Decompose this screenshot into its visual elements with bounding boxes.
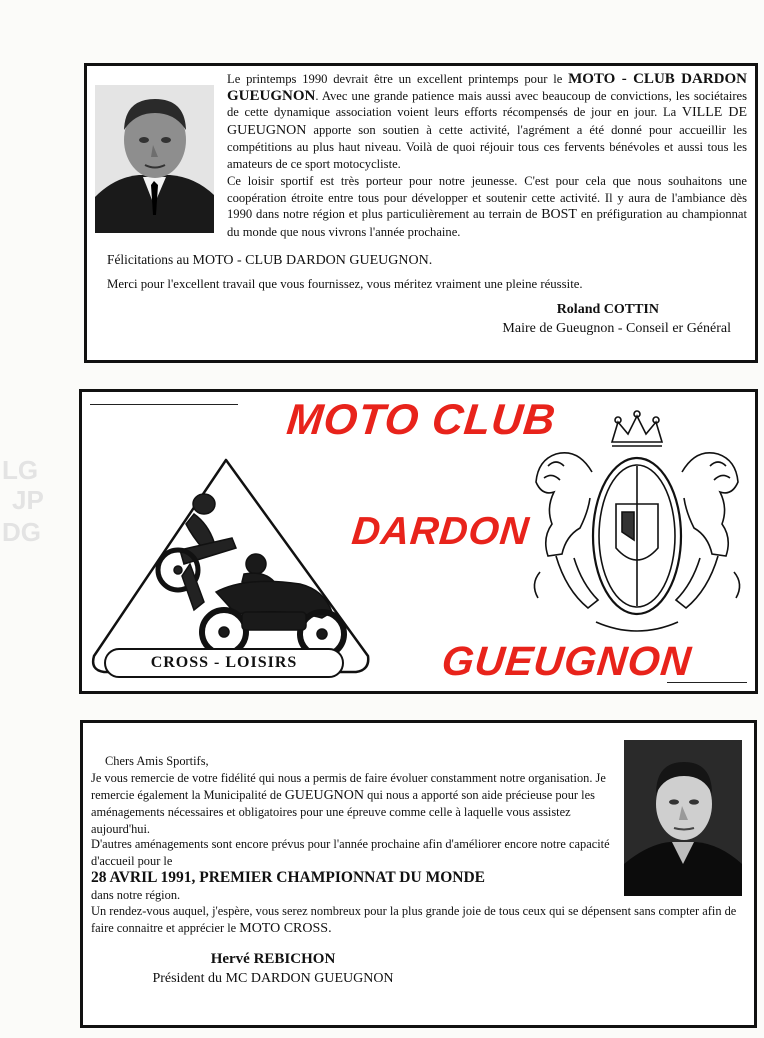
president-portrait-image (624, 740, 742, 896)
president-paragraph-2: D'autres aménagements sont encore prévus pour l'année prochaine afin d'améliorer encore notre capacité d'accueil pour le (91, 837, 610, 868)
cross-loisirs-badge (104, 648, 344, 678)
president-p1-text-b: qui nous a apporté son aide précieuse pour les aménagements nécessaires et obligatoires pour une épreuve comme celle à laquelle vous assistez aujourd'hui. (91, 787, 595, 836)
president-p3-text-a: Un rendez-vous auquel, j'espère, vous serez nombreux pour la plus grande joie de tous ceux qui se dépensent sans compter afin de faire connaitre et apprécier le (91, 904, 737, 935)
logo-top-rule (90, 404, 238, 405)
logo-title-moto-club: MOTO CLUB (284, 396, 559, 444)
watermark-text-2: JP (12, 485, 44, 515)
mayor-signature (331, 302, 731, 337)
mayor-paragraph-1 (227, 71, 747, 173)
mayor-message-box (84, 63, 758, 363)
president-moto-cross: MOTO CROSS. (239, 920, 332, 936)
logo-bottom-rule (667, 682, 747, 683)
mayor-paragraph-2 (227, 173, 747, 240)
president-signer-title: Président du MC DARDON GUEUGNON (152, 971, 394, 986)
mayor-thanks-text: Merci pour l'excellent travail que vous fournissez, vous méritez vraiment une pleine réussite. (107, 277, 583, 291)
mayor-felic-text: Félicitations au (107, 252, 193, 267)
watermark-text-3: DG (2, 517, 41, 547)
mayor-bost-name: BOST (541, 207, 577, 223)
mayor-thanks (107, 276, 747, 293)
president-greeting: Chers Amis Sportifs, (105, 754, 209, 768)
president-signer-name: Hervé REBICHON (210, 951, 336, 967)
mayor-felic-club: MOTO - CLUB DARDON GUEUGNON. (192, 253, 433, 268)
mayor-p1-text-c: apporte son soutien à cette activité, l'agrément a été donné pour accueillir les compétitions au plus haut niveau. Voilà de quoi réjouir tous ces fervents bénévoles et aussi tous les amateurs de ce sport motocycliste. (227, 122, 747, 171)
mayor-p2-text-a: Ce loisir sportif est très porteur pour notre jeunesse. C'est pour cela que nous souhaitons une coopération étroite entre tous pour développer et soutenir cette activité. Il y aura de l'ambiance dès 1990 dans notre région et plus particulièrement au terrain de (227, 174, 747, 222)
mayor-p1-text-a: Le printemps 1990 devrait être un excellent printemps pour le (227, 72, 569, 86)
president-paragraph-1 (91, 770, 616, 837)
mayor-congratulations (107, 252, 747, 270)
president-paragraph-3 (91, 903, 751, 937)
president-region: dans notre région. (91, 888, 181, 902)
president-message-box (80, 720, 757, 1028)
president-signature (113, 951, 433, 987)
logo-title-gueugnon: GUEUGNON (439, 638, 694, 684)
club-logo-box (79, 389, 758, 694)
logo-title-dardon: DARDON (349, 510, 532, 553)
mayor-club-name: MOTO - CLUB DARDON GUEUGNON (227, 71, 747, 104)
president-portrait-photo (624, 740, 742, 896)
mayor-city-name: VILLE DE GUEUGNON (227, 105, 747, 138)
president-city-name: GUEUGNON (284, 787, 365, 803)
president-date-line: 28 AVRIL 1991, PREMIER CHAMPIONNAT DU MONDE (91, 869, 485, 886)
watermark-text-1: LG (2, 455, 39, 485)
mayor-portrait-image (95, 85, 214, 233)
coat-of-arms-emblem (526, 408, 748, 640)
mayor-portrait-photo (95, 85, 214, 233)
cross-loisirs-text: CROSS - LOISIRS (150, 654, 298, 671)
mayor-signer-name: Roland COTTIN (556, 302, 659, 317)
president-p1-text-a: Je vous remercie de votre fidélité qui nous a permis de faire évoluer constamment notre organisation. Je remercie également la Municipalité de (91, 771, 606, 802)
mayor-signer-title: Maire de Gueugnon - Conseil er Général (502, 321, 731, 336)
mayor-p1-text-b: . Avec une grande patience mais aussi avec beaucoup de convictions, les sociétaires de cette dynamique association voient leurs efforts récompensés de jour en jour. La (227, 88, 747, 120)
mayor-p2-text-b: en préfiguration au championnat du monde que nous vivrons l'année prochaine. (227, 207, 747, 239)
